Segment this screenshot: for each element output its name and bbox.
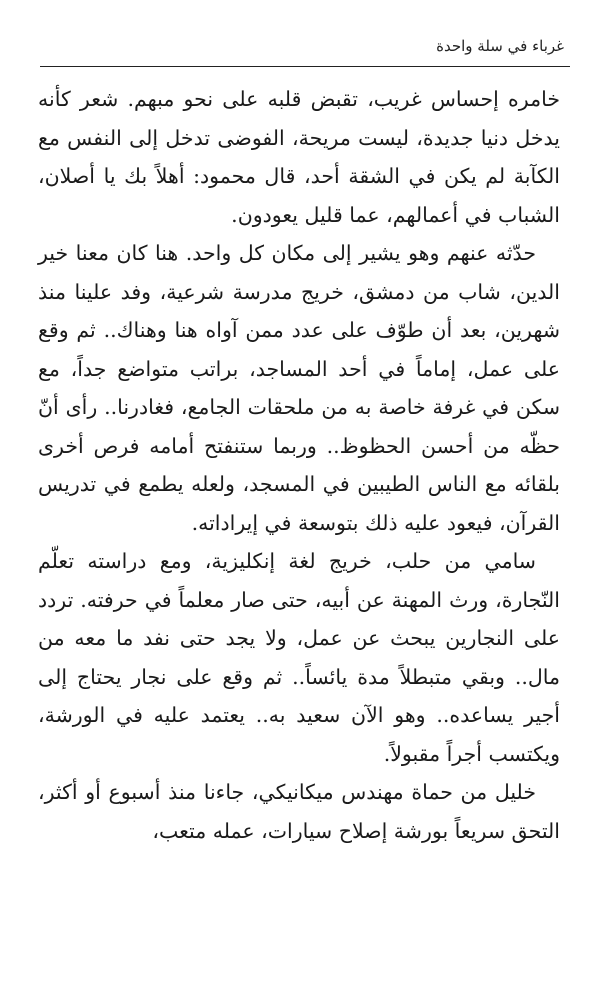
header-divider	[40, 66, 570, 67]
running-header-title: غرباء في سلة واحدة	[436, 37, 564, 55]
page-body	[38, 80, 560, 850]
paragraph-3: سامي من حلب، خريج لغة إنكليزية، ومع دراسته تعلّم النّجارة، ورث المهنة عن أبيه، حتى صار معلماً في حرفته. تردد على النجارين يبحث عن عمل، ولا يجد حتى نفد ما معه من مال.. وبقي متبطلاً مدة يائساً.. ثم وقع على نجار يحتاج إلى أجير يساعده.. وهو الآن سعيد به.. يعتمد عليه في الورشة، ويكتسب أجراً مقبولاً.	[38, 549, 560, 766]
paragraph-4: خليل من حماة مهندس ميكانيكي، جاءنا منذ أسبوع أو أكثر، التحق سريعاً بورشة إصلاح سيارات، عمله متعب،	[38, 780, 560, 843]
paragraph-1: خامره إحساس غريب، تقبض قلبه على نحو مبهم. شعر كأنه يدخل دنيا جديدة، ليست مريحة، الفوضى تدخل إلى النفس مع الكآبة لم يكن في الشقة أحد، قال محمود: أهلاً بك يا أصلان، الشباب في أعمالهم، عما قليل يعودون.	[38, 87, 560, 227]
paragraph-2: حدّثه عنهم وهو يشير إلى مكان كل واحد. هنا كان معنا خير الدين، شاب من دمشق، خريج مدرسة شرعية، وفد علينا منذ شهرين، بعد أن طوّف على عدد ممن آواه هنا وهناك.. ثم وقع على عمل، إماماً في أحد المساجد، براتب متواضع جداً، مع سكن في غرفة خاصة به من ملحقات الجامع، فغادرنا.. رأى أنّ حظّه من أحسن الحظوظ.. وربما ستنفتح أمامه فرص أخرى بلقائه مع الناس الطيبين في المسجد، ولعله يطمع في تدريس القرآن، فيعود عليه ذلك بتوسعة في إيراداته.	[38, 241, 560, 535]
